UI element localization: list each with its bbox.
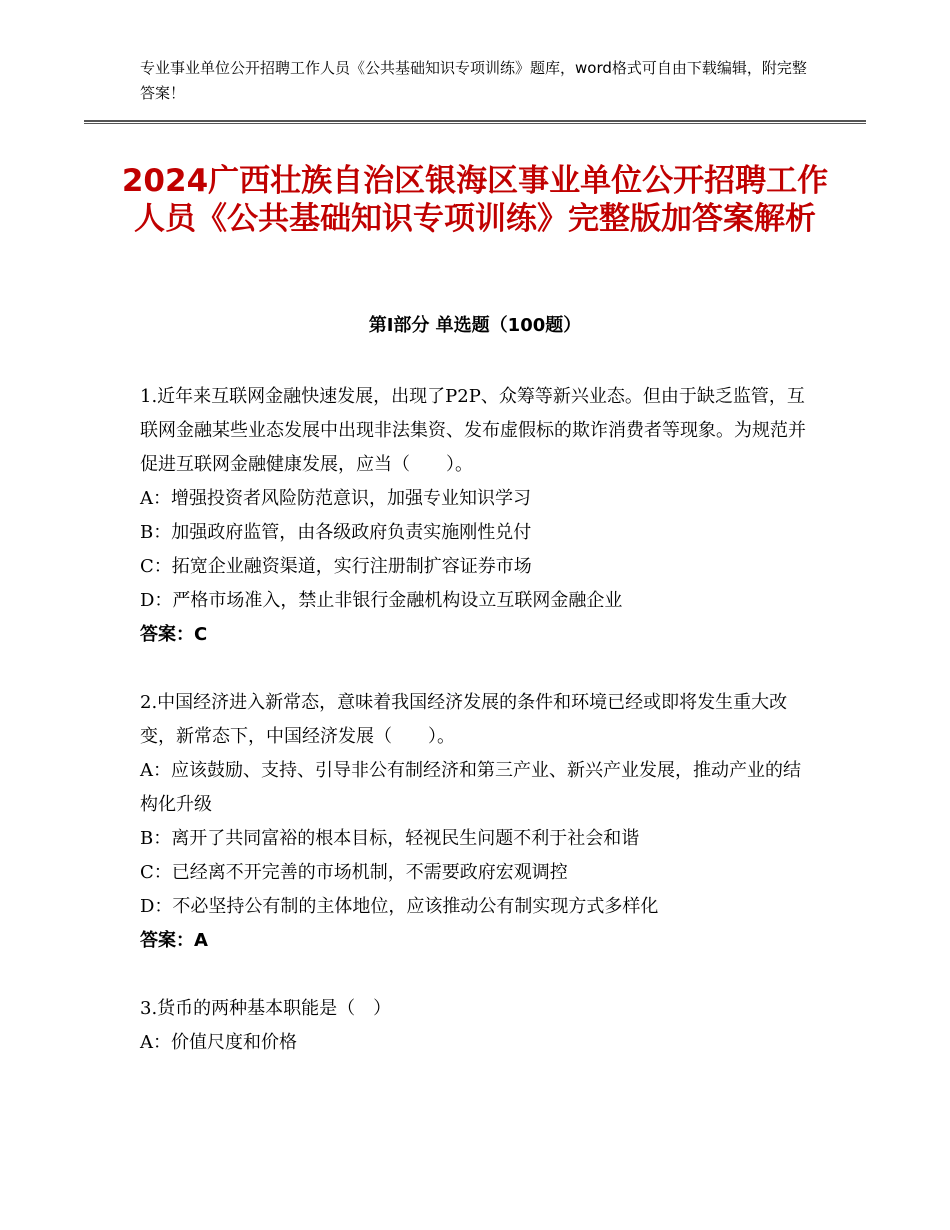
option-b: B：离开了共同富裕的根本目标，轻视民生问题不利于社会和谐: [140, 828, 640, 849]
option-b: B：加强政府监管，由各级政府负责实施刚性兑付: [140, 522, 532, 543]
question-1: [140, 380, 808, 652]
option-c: C：已经离不开完善的市场机制，不需要政府宏观调控: [140, 862, 568, 883]
answer: 答案：A: [140, 930, 208, 951]
header-divider: [84, 120, 866, 124]
document-title: 2024广西壮族自治区银海区事业单位公开招聘工作人员《公共基础知识专项训练》完整版加答案解析: [121, 163, 829, 237]
option-a: A：增强投资者风险防范意识，加强专业知识学习: [140, 488, 531, 509]
question-stem: 1.近年来互联网金融快速发展，出现了P2P、众筹等新兴业态。但由于缺乏监管，互联网金融某些业态发展中出现非法集资、发布虚假标的欺诈消费者等现象。为规范并促进互联网金融健康发展，应当（ ）。: [140, 386, 806, 475]
question-stem: 2.中国经济进入新常态，意味着我国经济发展的条件和环境已经或即将发生重大改变，新常态下，中国经济发展（ ）。: [140, 692, 788, 747]
option-a: A：应该鼓励、支持、引导非公有制经济和第三产业、新兴产业发展，推动产业的结构化升级: [140, 760, 801, 815]
question-list: [140, 380, 808, 1094]
question-3: [140, 992, 808, 1060]
option-d: D：严格市场准入，禁止非银行金融机构设立互联网金融企业: [140, 590, 623, 611]
question-stem: 3.货币的两种基本职能是（ ）: [140, 998, 392, 1019]
option-a: A：价值尺度和价格: [140, 1032, 297, 1053]
option-d: D：不必坚持公有制的主体地位，应该推动公有制实现方式多样化: [140, 896, 659, 917]
section-title: 第Ⅰ部分 单选题（100题）: [368, 315, 582, 336]
option-c: C：拓宽企业融资渠道，实行注册制扩容证券市场: [140, 556, 532, 577]
question-2: [140, 686, 808, 958]
answer: 答案：C: [140, 624, 208, 645]
header-note: 专业事业单位公开招聘工作人员《公共基础知识专项训练》题库，word格式可自由下载编辑，附完整答案！: [140, 59, 807, 102]
